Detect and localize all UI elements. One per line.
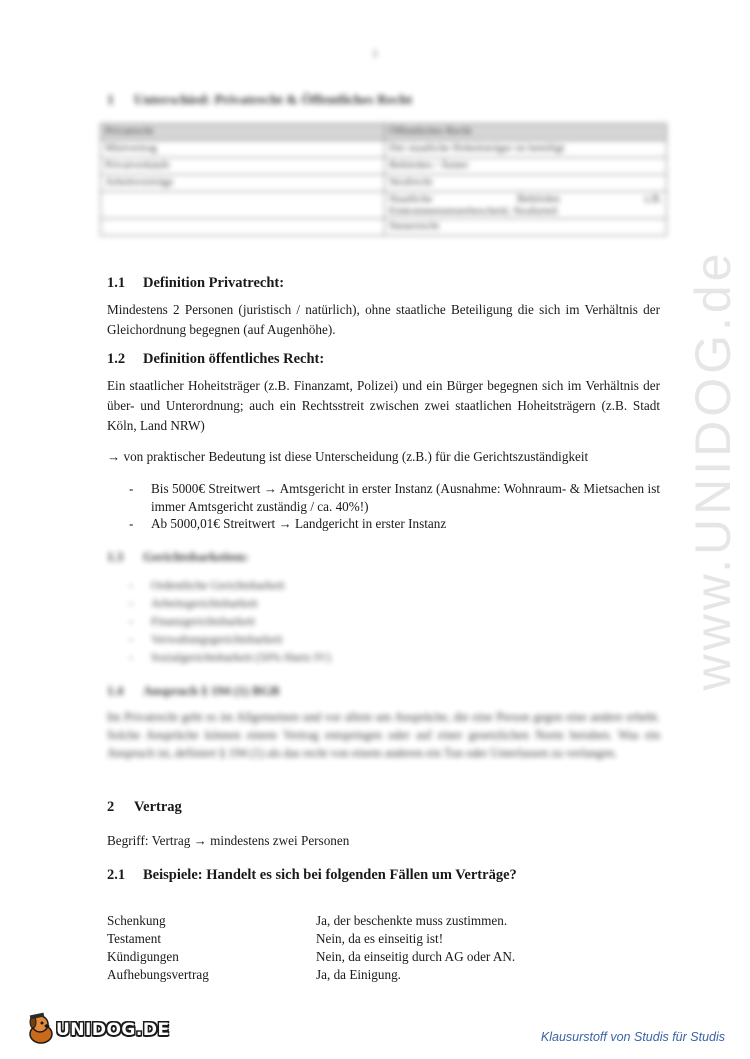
table-row <box>101 219 667 236</box>
table-row <box>101 141 667 158</box>
section-title: Gerichtsbarkeiten: <box>143 549 249 564</box>
example-answer: Ja, da Einigung. <box>316 967 401 982</box>
table-cell-line: Einkommensteuerbescheid, Strafurteil <box>389 205 558 217</box>
table-cell-word: Behörden <box>516 193 560 205</box>
jurisdiction-note: → von praktischer Bedeutung ist diese Unterscheidung (z.B.) für die Gerichtszuständigkeit <box>107 449 589 464</box>
table-row <box>101 158 667 175</box>
table-cell: Steuerrecht <box>385 219 667 236</box>
table-row <box>101 192 667 219</box>
jurisdiction-list <box>125 480 660 533</box>
list-item: - Sozialgerichtsbarkeit (50% Hartz IV) <box>125 648 331 666</box>
table-cell: Behörden / Ämter <box>385 158 667 175</box>
dog-mascot-icon <box>26 1012 60 1046</box>
table-cell-word: z.B. <box>644 193 662 205</box>
section-title: Beispiele: Handelt es sich bei folgenden Fällen um Verträge? <box>143 867 517 883</box>
example-term: Kündigungen <box>107 949 179 964</box>
watermark: www.UNIDOG.de <box>685 249 741 691</box>
logo-wordmark: UNIDOG.DE <box>56 1020 170 1040</box>
footer-claim: Klausurstoff von Studis für Studis <box>540 1030 725 1044</box>
table-cell <box>101 219 385 236</box>
examples-list <box>107 912 515 984</box>
section-number: 1 <box>107 93 114 108</box>
list-item <box>107 948 515 966</box>
table-header-row <box>101 124 667 141</box>
table-cell: Privatverkäufe <box>101 158 385 175</box>
table-cell <box>385 192 667 219</box>
vertrag-definition: Begriff: Vertrag → mindestens zwei Personen <box>107 833 350 848</box>
table-cell: Mietvertrag <box>101 141 385 158</box>
list-item: - Bis 5000€ Streitwert → Amtsgericht in erster Instanz (Ausnahme: Wohnraum- & Mietsachen ist immer Amtsgericht zuständig / ca. 40%!) <box>125 480 660 515</box>
page-number: 1 <box>372 46 378 60</box>
list-item: - Finanzgerichtsbarkeit <box>125 612 331 630</box>
example-term: Aufhebungsvertrag <box>107 967 209 982</box>
table-header-cell: Privatrecht <box>101 124 385 141</box>
section-2-heading <box>107 799 182 816</box>
section-title: Unterschied: Privatrecht & Öffentliches Recht <box>134 93 413 108</box>
list-item: - Ordentliche Gerichtsbarkeit <box>125 576 331 594</box>
example-answer: Ja, der beschenkte muss zustimmen. <box>316 913 508 928</box>
table-header-cell: Öffentliches Recht <box>385 124 667 141</box>
example-term: Schenkung <box>107 913 166 928</box>
list-item: - Ab 5000,01€ Streitwert → Landgericht in erster Instanz <box>125 515 660 533</box>
section-title: Definition öffentliches Recht: <box>143 351 325 367</box>
section-title: Anspruch § 194 (1) BGB <box>143 683 280 698</box>
court-list <box>125 576 331 666</box>
section-number: 2.1 <box>107 867 126 883</box>
section-title: Definition Privatrecht: <box>143 275 285 291</box>
section-1-3-heading <box>107 549 248 565</box>
oeffentliches-recht-definition: Ein staatlicher Hoheitsträger (z.B. Finanzamt, Polizei) und ein Bürger begegnen sich im Verhältnis der über- und Unterordnung; auch ein Rechtsstreit zwischen zwei staatlichen Hoheitsträgern (z.B. Stadt Köln, Land NRW) <box>107 378 660 433</box>
section-number: 1.1 <box>107 275 126 291</box>
table-row <box>101 175 667 192</box>
list-item: - Arbeitsgerichtsbarkeit <box>125 594 331 612</box>
list-item <box>107 912 515 930</box>
list-item: - Verwaltungsgerichtsbarkeit <box>125 630 331 648</box>
section-1-4-heading <box>107 683 280 699</box>
section-number: 1.2 <box>107 351 126 367</box>
section-number: 1.4 <box>107 683 124 698</box>
list-item <box>107 966 515 984</box>
example-answer: Nein, da es einseitig ist! <box>316 931 444 946</box>
section-1-heading <box>107 93 412 109</box>
table-cell: Strafrecht <box>385 175 667 192</box>
section-number: 1.3 <box>107 549 124 564</box>
list-item <box>107 930 515 948</box>
anspruch-text: Im Privatrecht geht es im Allgemeinen und vor allem um Ansprüche, die eine Person gegen eine andere erhebt. Solche Ansprüche können einem Vertrag entspringen oder auf einer gesetzlichen Norm beruhen. Was ein Anspruch ist, definiert § 194 (1) als das recht von einem anderen ein Tun oder Unterlassen zu verlangen. <box>107 710 660 760</box>
table-cell: Der staatliche Hoheitsträger ist beteiligt <box>385 141 667 158</box>
section-2-1-heading <box>107 867 517 884</box>
comparison-table <box>100 123 667 236</box>
table-cell-line <box>389 193 662 205</box>
table-cell: Arbeitsverträge <box>101 175 385 192</box>
unidog-logo[interactable] <box>26 1012 170 1046</box>
privatrecht-definition: Mindestens 2 Personen (juristisch / natürlich), ohne staatliche Beteiligung die sich im Verhältnis der Gleichordnung begegnen (auf Augenhöhe). <box>107 302 660 337</box>
table-cell <box>101 192 385 219</box>
table-cell-word: Staatliche <box>389 193 433 205</box>
section-number: 2 <box>107 799 115 815</box>
example-term: Testament <box>107 931 162 946</box>
section-1-1-heading <box>107 275 284 292</box>
section-title: Vertrag <box>134 799 182 815</box>
example-answer: Nein, da einseitig durch AG oder AN. <box>316 949 516 964</box>
section-1-2-heading <box>107 351 324 368</box>
